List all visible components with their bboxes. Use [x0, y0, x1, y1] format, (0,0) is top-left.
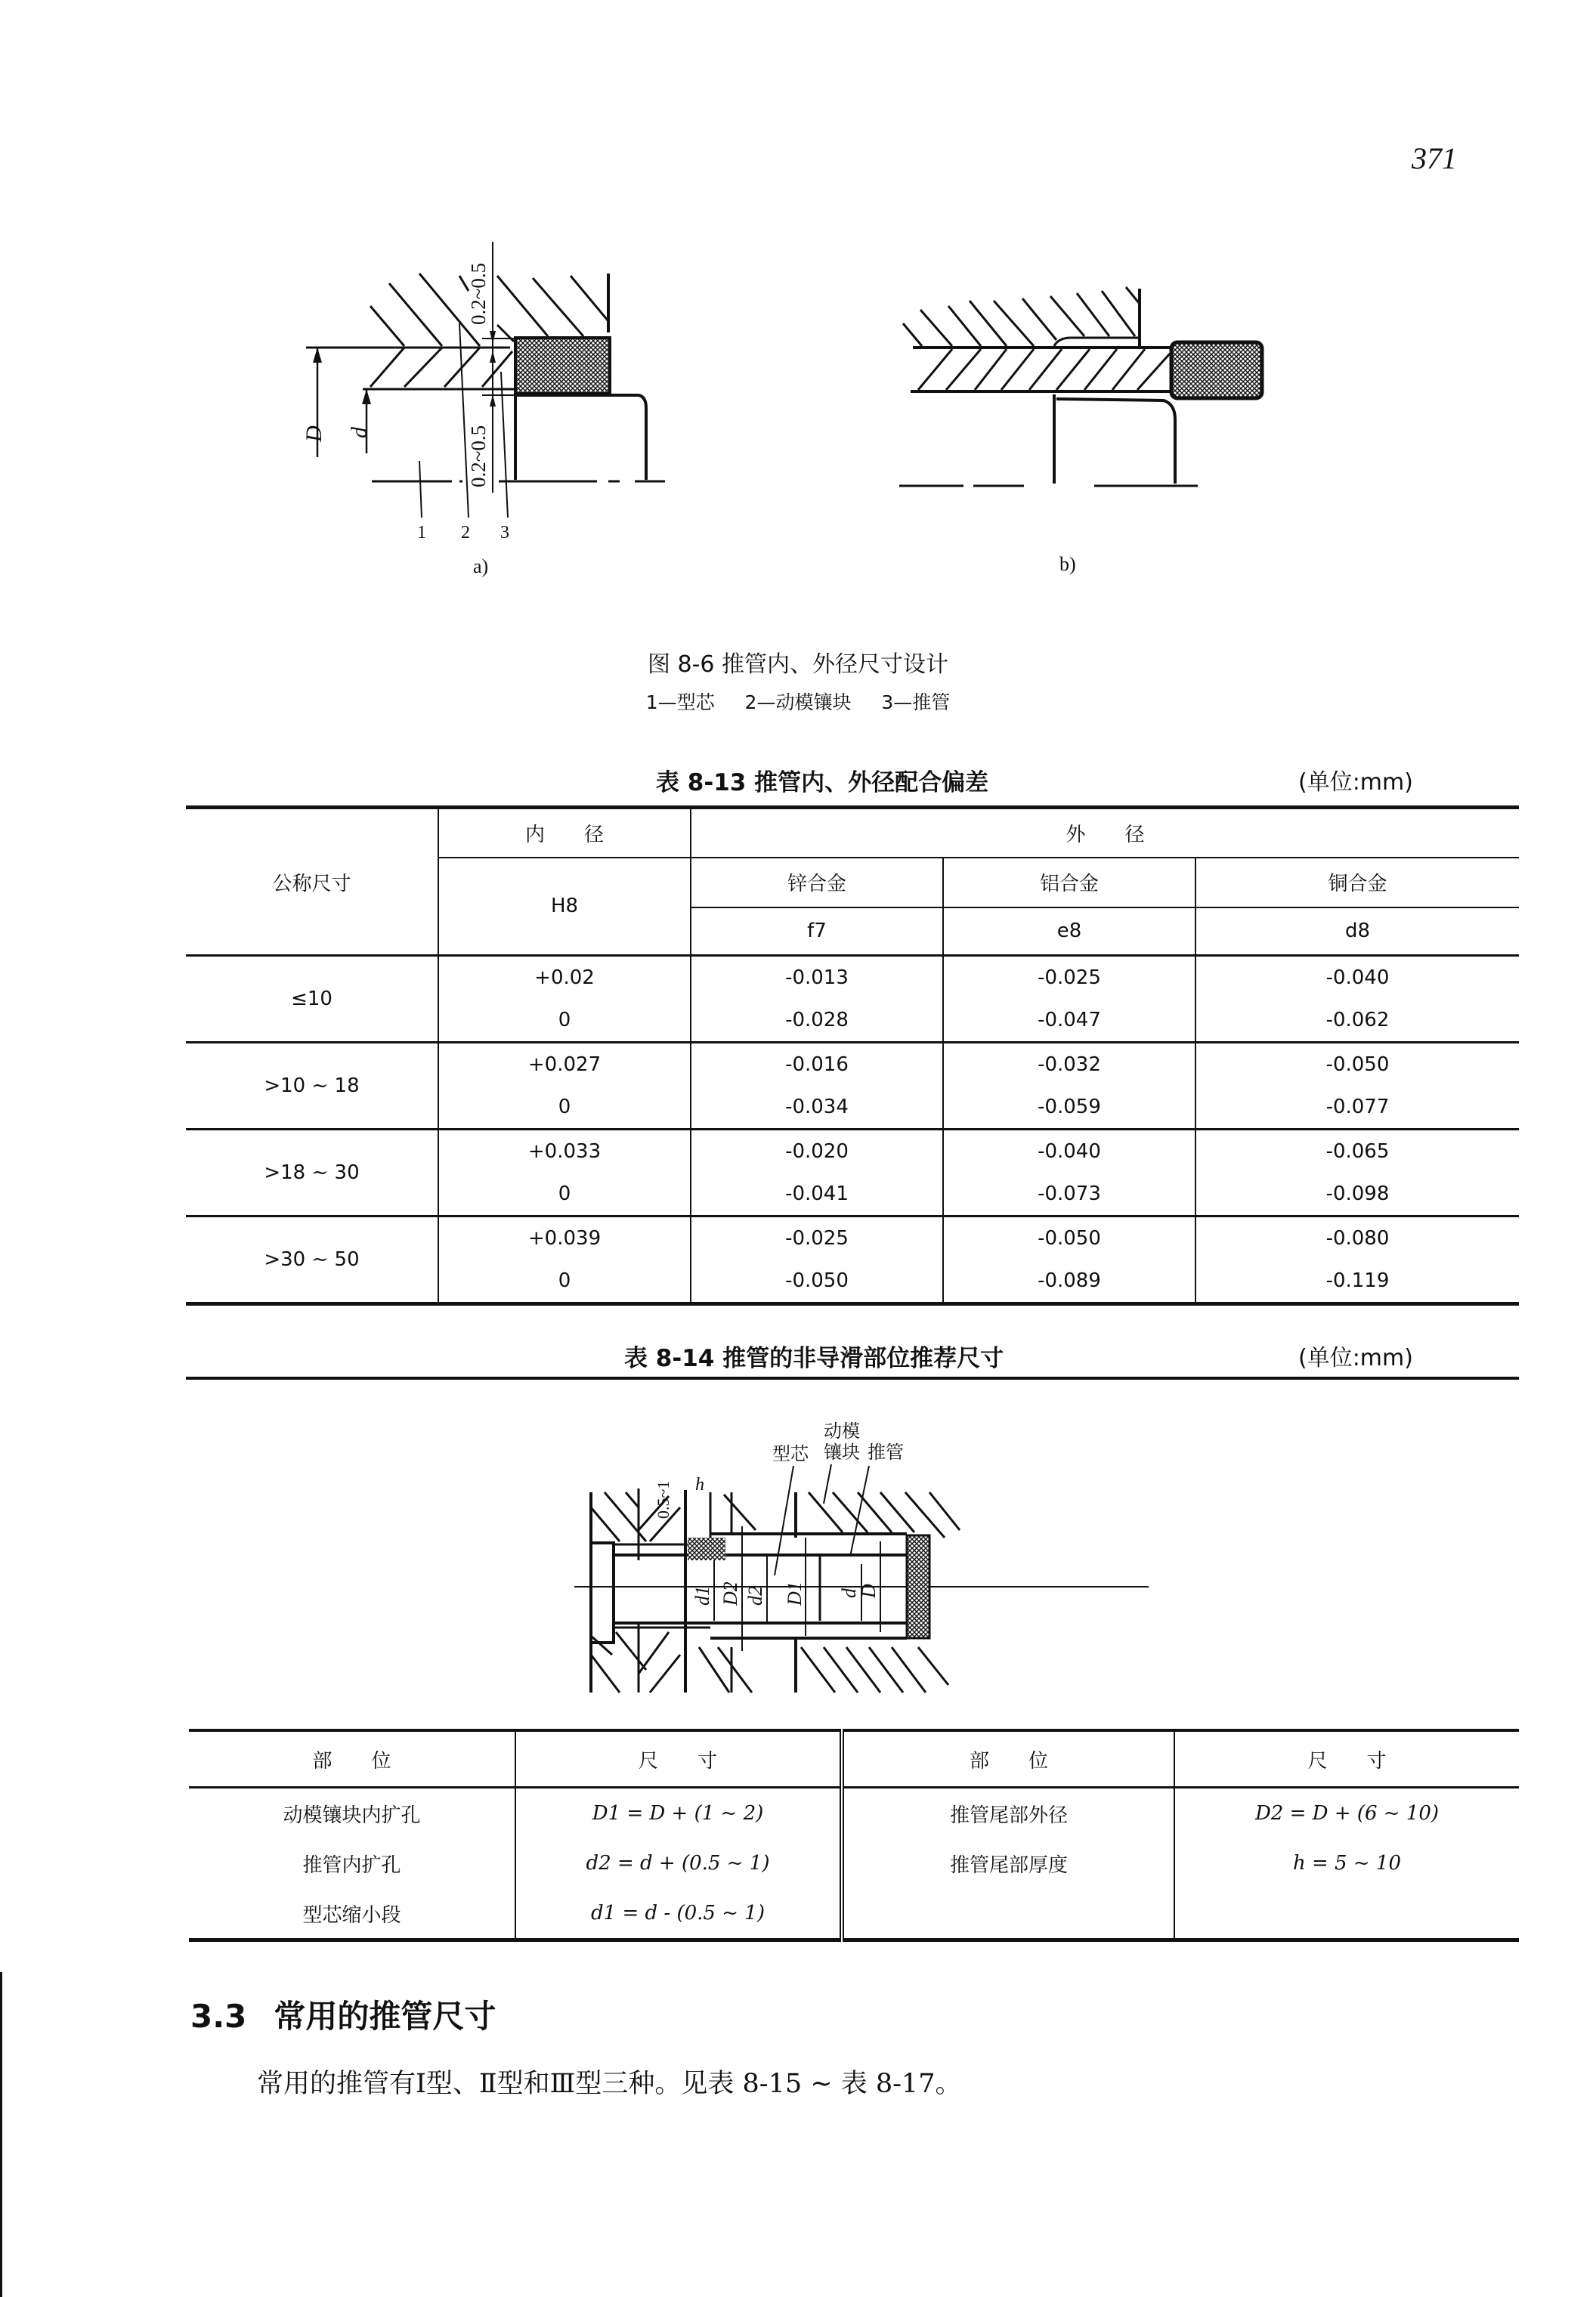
cell-formula [1174, 1888, 1519, 1940]
table-8-14-diagram [574, 1405, 1149, 1708]
cell-formula: h = 5 ~ 10 [1174, 1838, 1519, 1888]
cell-d8-upper: -0.080 [1195, 1217, 1519, 1260]
cell-formula: d2 = d + (0.5 ~ 1) [515, 1838, 842, 1888]
header-inner-fit: H8 [438, 858, 691, 956]
cell-h8-upper: +0.027 [438, 1043, 691, 1087]
legend-item-insert: 2—动模镶块 [744, 691, 852, 713]
cell-e8-upper: -0.025 [943, 956, 1195, 1000]
cell-e8-lower: -0.073 [943, 1173, 1195, 1217]
figure-caption: 图 8-6 推管内、外径尺寸设计 [647, 651, 949, 678]
figure-8-6-panel-b [892, 257, 1436, 589]
cell-f7-lower: -0.041 [691, 1173, 943, 1217]
table-8-13-title: 表 8-13 推管内、外径配合偏差 [656, 769, 989, 796]
cell-h8-lower: 0 [438, 1260, 691, 1304]
header-alloy-copper: 铜合金 [1195, 858, 1519, 907]
cell-formula: D2 = D + (6 ~ 10) [1174, 1788, 1519, 1839]
label-d2: d2 [744, 1586, 766, 1606]
dim-d-label: d [347, 427, 372, 438]
label-d1: d1 [691, 1586, 713, 1606]
header-part: 部 位 [842, 1730, 1174, 1788]
cell-e8-upper: -0.050 [943, 1217, 1195, 1260]
table-8-14-title: 表 8-14 推管的非导滑部位推荐尺寸 [624, 1345, 1004, 1372]
cell-h8-upper: +0.039 [438, 1217, 691, 1260]
page-number: 371 [1412, 141, 1457, 175]
header-fit-e8: e8 [943, 907, 1195, 956]
label-insert-line1: 动模 [824, 1421, 860, 1442]
section-body-text: 常用的推管有Ⅰ型、Ⅱ型和Ⅲ型三种。见表 8-15 ~ 表 8-17。 [257, 2069, 962, 2099]
cell-d8-lower: -0.062 [1195, 999, 1519, 1043]
dim-D-label: D [302, 425, 326, 442]
ejector-tube-section [515, 338, 610, 394]
header-inner-diameter: 内 径 [438, 808, 691, 858]
table-row [186, 1130, 1519, 1173]
label-core: 型芯 [772, 1443, 809, 1464]
label-D: D [858, 1584, 880, 1598]
label-insert-line2: 镶块 [824, 1442, 860, 1463]
ejector-tube-section [1171, 342, 1262, 398]
header-fit-f7: f7 [691, 907, 943, 956]
header-fit-d8: d8 [1195, 907, 1519, 956]
cell-h8-lower: 0 [438, 999, 691, 1043]
cell-f7-lower: -0.050 [691, 1260, 943, 1304]
table-row [189, 1788, 1519, 1839]
table-8-14-unit: (单位:mm) [1298, 1345, 1413, 1371]
cell-d8-lower: -0.119 [1195, 1260, 1519, 1304]
figure-8-6-panel-a [287, 212, 786, 589]
cell-size: >30 ~ 50 [186, 1217, 438, 1304]
cell-h8-upper: +0.02 [438, 956, 691, 1000]
table-row [186, 956, 1519, 1000]
cell-e8-lower: -0.089 [943, 1260, 1195, 1304]
cell-size: >10 ~ 18 [186, 1043, 438, 1130]
header-outer-diameter: 外 径 [691, 808, 1519, 858]
header-dimension: 尺 寸 [515, 1730, 842, 1788]
cell-f7-upper: -0.025 [691, 1217, 943, 1260]
label-gap: 0.5~1 [654, 1480, 673, 1519]
cell-formula: D1 = D + (1 ~ 2) [515, 1788, 842, 1839]
table-8-14 [189, 1729, 1519, 1942]
callout-3: 3 [500, 523, 509, 543]
cell-d8-lower: -0.098 [1195, 1173, 1519, 1217]
callout-1: 1 [417, 523, 426, 543]
table-8-14-top-rule [186, 1377, 1519, 1380]
cell-e8-upper: -0.032 [943, 1043, 1195, 1087]
section-heading [190, 1992, 496, 2037]
cell-h8-lower: 0 [438, 1173, 691, 1217]
cell-size: >18 ~ 30 [186, 1130, 438, 1217]
table-row [186, 1217, 1519, 1260]
cell-part [842, 1888, 1174, 1940]
label-ejector: 推管 [868, 1442, 904, 1463]
cell-f7-upper: -0.013 [691, 956, 943, 1000]
label-h: h [695, 1475, 704, 1495]
table-row [189, 1838, 1519, 1888]
cell-f7-lower: -0.028 [691, 999, 943, 1043]
callout-2: 2 [461, 523, 470, 543]
gap-bottom-label: 0.2~0.5 [467, 425, 490, 487]
cell-part: 型芯缩小段 [189, 1888, 515, 1940]
cell-d8-lower: -0.077 [1195, 1086, 1519, 1130]
header-part: 部 位 [189, 1730, 515, 1788]
scan-margin-edge [0, 1972, 2, 2297]
panel-b-label: b) [1059, 553, 1076, 575]
cell-part: 动模镶块内扩孔 [189, 1788, 515, 1839]
label-d: d [838, 1588, 860, 1598]
cell-formula: d1 = d - (0.5 ~ 1) [515, 1888, 842, 1940]
header-dimension: 尺 寸 [1174, 1730, 1519, 1788]
cell-d8-upper: -0.065 [1195, 1130, 1519, 1173]
hatch-line [370, 306, 404, 346]
cell-e8-lower: -0.047 [943, 999, 1195, 1043]
cell-f7-upper: -0.016 [691, 1043, 943, 1087]
cell-f7-upper: -0.020 [691, 1130, 943, 1173]
table-row [189, 1888, 1519, 1940]
cell-h8-lower: 0 [438, 1086, 691, 1130]
legend-item-core: 1—型芯 [645, 691, 715, 713]
header-alloy-aluminum: 铝合金 [943, 858, 1195, 907]
panel-a-label: a) [473, 555, 489, 577]
cell-part: 推管尾部外径 [842, 1788, 1174, 1839]
ejector-tube-end-section [907, 1535, 929, 1638]
cell-e8-upper: -0.040 [943, 1130, 1195, 1173]
header-nominal-size: 公称尺寸 [186, 808, 438, 956]
table-row [186, 1043, 1519, 1087]
cell-e8-lower: -0.059 [943, 1086, 1195, 1130]
cell-d8-upper: -0.050 [1195, 1043, 1519, 1087]
cell-part: 推管尾部厚度 [842, 1838, 1174, 1888]
gap-top-label: 0.2~0.5 [467, 262, 490, 325]
cell-size: ≤10 [186, 956, 438, 1043]
label-D1: D1 [784, 1581, 806, 1606]
table-8-13-unit: (单位:mm) [1298, 769, 1413, 796]
cell-d8-upper: -0.040 [1195, 956, 1519, 1000]
cell-part: 推管内扩孔 [189, 1838, 515, 1888]
header-alloy-zinc: 锌合金 [691, 858, 943, 907]
figure-legend [0, 688, 1596, 715]
cell-h8-upper: +0.033 [438, 1130, 691, 1173]
section-number: 3.3 [190, 1998, 247, 2035]
legend-item-ejector: 3—推管 [881, 691, 951, 713]
label-D2: D2 [719, 1581, 741, 1606]
section-title: 常用的推管尺寸 [274, 1998, 496, 2035]
cell-f7-lower: -0.034 [691, 1086, 943, 1130]
table-8-13 [186, 805, 1519, 1306]
